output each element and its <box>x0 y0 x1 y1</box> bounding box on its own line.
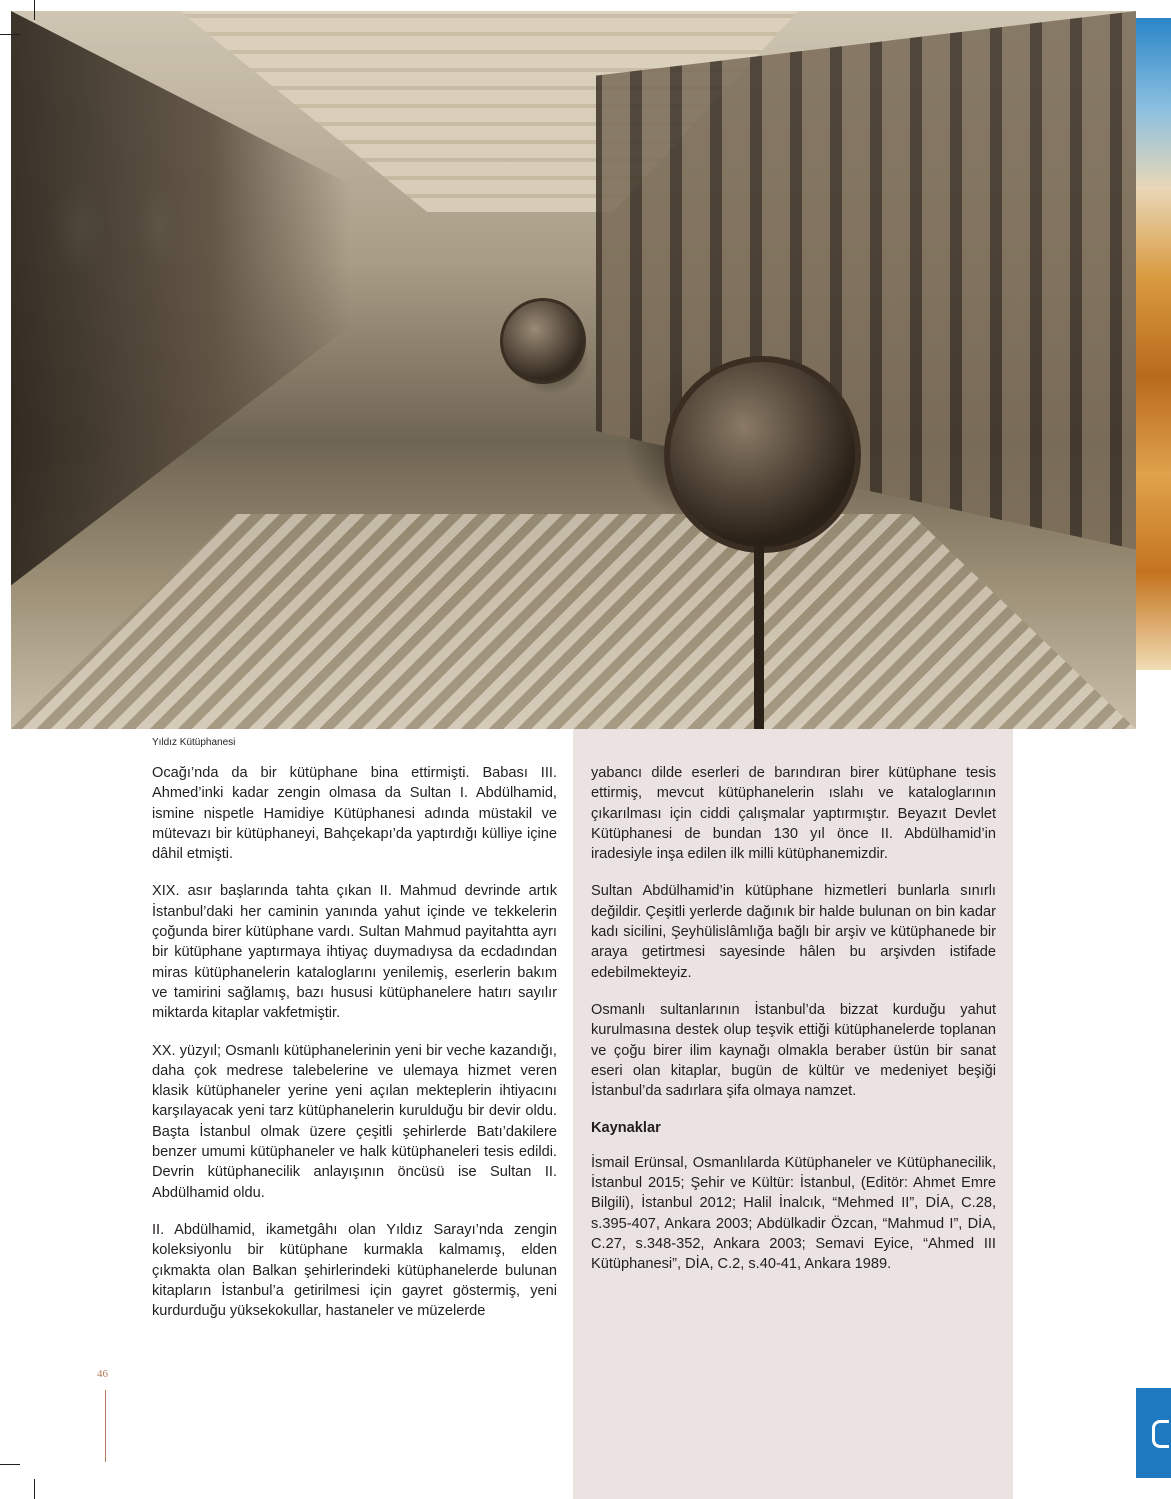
left-text-column <box>152 763 557 1338</box>
photo-floor <box>11 514 1136 729</box>
paragraph: yabancı dilde eserleri de barındıran birer kütüphane tesis ettirmiş, mevcut kütüphanelerin ıslahı ve kataloglarının çıkarılması için ciddi çalışmalar yaptırmıştır. Beyazıt Devlet Kütüphanesi de bundan 130 yıl önce II. Abdülhamid’in iradesiyle inşa edilen ilk milli kütüphanemizdir. <box>591 765 996 863</box>
photo-small-globe <box>500 298 586 384</box>
photo-large-globe <box>664 356 861 553</box>
page-number: 46 <box>97 1368 108 1380</box>
photo-globe-stand <box>754 542 764 729</box>
paragraph: II. Abdülhamid, ikametgâhı olan Yıldız Sarayı’nda zengin koleksiyonlu bir kütüphane kurmakla kalmamış, elden çıkmakta olan Balkan şehirlerindeki kütüphanelerde bulunan kitapların İstanbul’a getirilmesi için gayret göstermiş, yeni kurdurduğu yüksekokullar, hastaneler ve müzelerde <box>152 1221 557 1320</box>
folio-rule <box>105 1390 106 1462</box>
side-image-strip <box>1136 18 1171 670</box>
crop-mark <box>34 0 35 20</box>
figure-caption: Yıldız Kütüphanesi <box>152 737 236 748</box>
sources-text: İsmail Erünsal, Osmanlılarda Kütüphaneler ve Kütüphanecilik, İstanbul 2015; Şehir ve Kültür: İstanbul, (Editör: Ahmet Emre Bilgili), İstanbul 2012; Halil İnalcık, “Mehmed II”, DİA, C.28, s.395-407, Ankara 2003; Abdülkadir Özcan, “Mahmud I”, DİA, C.27, s.348-352, Ankara 2003; Semavi Eyice, “Ahmed III Kütüphanesi”, DİA, C.2, s.40-41, Ankara 1989. <box>591 1154 996 1273</box>
crop-mark <box>0 34 20 35</box>
paragraph: XX. yüzyıl; Osmanlı kütüphanelerinin yeni bir veche kazandığı, daha çok medrese talebelerine ve ulemaya hizmet veren klasik kütüphaneler yerine yeni açılan mekteplerin ihtiyacını karşılayacak yeni tarz kütüphanelerin kurulduğu bir devir oldu. Başta İstanbul olmak üzere çeşitli şehirlerde Batı’dakilere benzer umumi kütüphaneler ve halk kütüphaneleri tesis edildi. Devrin kütüphanecilik anlayışının öncüsü ise Sultan II. Abdülhamid oldu. <box>152 1042 557 1201</box>
crop-mark <box>34 1479 35 1499</box>
paragraph: Sultan Abdülhamid’in kütüphane hizmetleri bunlarla sınırlı değildir. Çeşitli yerlerde dağınık bir halde bulunan on bin kadar kadı sicilini, Şeyhülislâmlığa bağlı bir arşiv ve kütüphanede bir araya getirtmesi sayesinde hâlen bu arşivden istifade edebilmekteyiz. <box>591 883 996 981</box>
sources-heading: Kaynaklar <box>591 1120 661 1137</box>
paragraph: Osmanlı sultanlarının İstanbul’da bizzat kurduğu yahut kurulmasına destek olup teşvik ettiği kütüphanelerde toplanan ve çoğu birer ilim kaynağı olmakla beraber üstün bir sanat eseri olan kitaplar, bugün de kültür ve medeniyet beşiği İstanbul’da sadırlara şifa olmaya namzet. <box>591 1001 996 1100</box>
library-photo <box>11 11 1136 729</box>
paragraph: XIX. asır başlarında tahta çıkan II. Mahmud devrinde artık İstanbul’daki her caminin yanında yahut içinde ve tekkelerin çoğunda birer kütüphane vardı. Sultan Mahmud payitahtta ayrı bir kütüphane yaptırmaya ihtiyaç duymadıysa da ecdadından miras kütüphanelerin kataloglarını yenilemiş, eserlerin bakım ve tamirini sağlamış, bazı hususi kütüphanelere hatırı sayılır miktarda kitaplar vakfetmiştir. <box>152 883 557 1022</box>
paragraph: Ocağı’nda da bir kütüphane bina ettirmişti. Babası III. Ahmed’inki kadar zengin olmasa da Sultan I. Abdülhamid, ismine nispetle Hamidiye Kütüphanesi adında müstakil ve mütevazı bir kütüphaneyi, Bahçekapı’da yaptırdığı külliye içine dâhil etmişti. <box>152 765 557 863</box>
right-text-column <box>591 763 996 1292</box>
side-tab-logo-icon <box>1152 1420 1169 1448</box>
crop-mark <box>0 1464 20 1465</box>
